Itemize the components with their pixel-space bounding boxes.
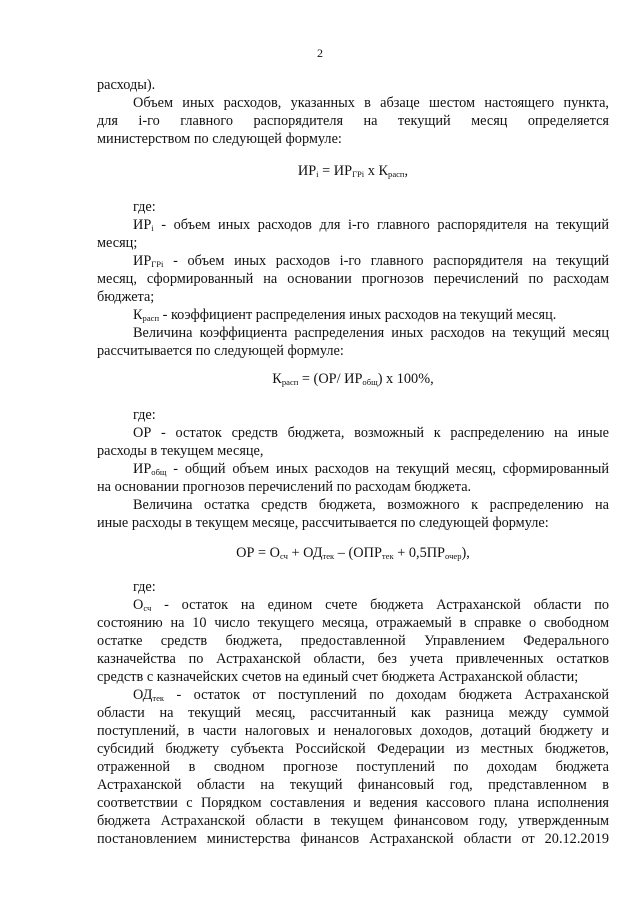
text-line: месяц; <box>97 235 138 251</box>
page-number: 2 <box>317 46 323 60</box>
text-line: ОР = $О_{сч} + ОД_{тек} - (ОПР_{тек} + 0,5ПР_{очер})$, <box>236 545 470 562</box>
text-line: бюджета; <box>97 289 155 305</box>
text-line: иные расходы в текущем месяце, рассчитывается по следующей формуле: <box>97 515 549 531</box>
text-line: Объем иных расходов, указанных в абзаце шестом настоящего пункта, <box>133 95 609 111</box>
text-line: состоянию на 10 число текущего месяца, отражаемый в справке о свободном <box>97 615 609 631</box>
text-line: соответствии с Порядком составления и ведения кассового плана исполнения <box>97 795 609 811</box>
text-line: Астраханской области на текущий финансовый год, представленном в <box>97 777 609 793</box>
text-line: бюджета Астраханской области в текущем финансовом году, утвержденным <box>97 813 609 829</box>
text-line: $ОД_{тек}$ - остаток от поступлений по доходам бюджета Астраханской <box>133 687 609 704</box>
text-line: $ИР_{общ}$ - общий объем иных расходов на текущий месяц, сформированный <box>133 461 609 478</box>
text-line: $О_{сч}$ - остаток на едином счете бюджета Астраханской области по <box>133 597 609 614</box>
text-line: $ИР_i = ИР_{ГРi}$ х $К_{расп}$, <box>297 163 409 180</box>
text-line: на основании прогнозов перечислений по расходам бюджета. <box>97 479 472 495</box>
text-line: министерством по следующей формуле: <box>97 131 342 147</box>
text-line: постановлением министерства финансов Астраханской области от 20.12.2019 <box>97 831 609 847</box>
text-line: $К_{расп}$ - коэффициент распределения иных расходов на текущий месяц. <box>133 307 557 324</box>
text-line: где: <box>133 407 156 423</box>
text-line: казначейства по Астраханской области, без учета привлеченных остатков <box>97 651 609 667</box>
text-line: рассчитывается по следующей формуле: <box>97 343 344 359</box>
text-line: средств с казначейских счетов на единый счет бюджета Астраханской области; <box>97 669 579 685</box>
text-line: поступлений, в части налоговых и неналоговых доходов, дотаций бюджету и <box>97 723 609 739</box>
text-line: Величина остатка средств бюджета, возможного к распределению на <box>133 497 609 513</box>
text-line: остатке средств бюджета, предоставленной Управлением Федерального <box>97 633 609 649</box>
text-line: $ИР_i$ - объем иных расходов для i-го главного распорядителя на текущий <box>133 217 609 234</box>
text-line: где: <box>133 579 156 595</box>
text-line: расходы в текущем месяце, <box>97 443 264 459</box>
text-line: ОР - остаток средств бюджета, возможный к распределению на иные <box>133 425 609 441</box>
text-line: расходы). <box>97 77 156 93</box>
text-line: субсидий бюджету субъекта Российской Федерации из местных бюджетов, <box>97 741 609 757</box>
text-line: где: <box>133 199 156 215</box>
text-line: $К_{расп} = (ОР/$ $ИР_{общ}$) х 100%, <box>272 371 434 388</box>
text-line: месяц, сформированный на основании прогнозов перечислений по расходам <box>97 271 609 287</box>
text-line: для i-го главного распорядителя на текущий месяц определяется <box>97 113 609 129</box>
text-line: отраженной в сводном прогнозе поступлений по доходам бюджета <box>97 759 609 775</box>
text-line: $ИР_{ГРi}$ - объем иных расходов i-го главного распорядителя на текущий <box>133 253 609 270</box>
text-line: Величина коэффициента распределения иных расходов на текущий месяц <box>133 325 609 341</box>
text-line: области на текущий месяц, рассчитанный как разница между суммой <box>97 705 609 721</box>
